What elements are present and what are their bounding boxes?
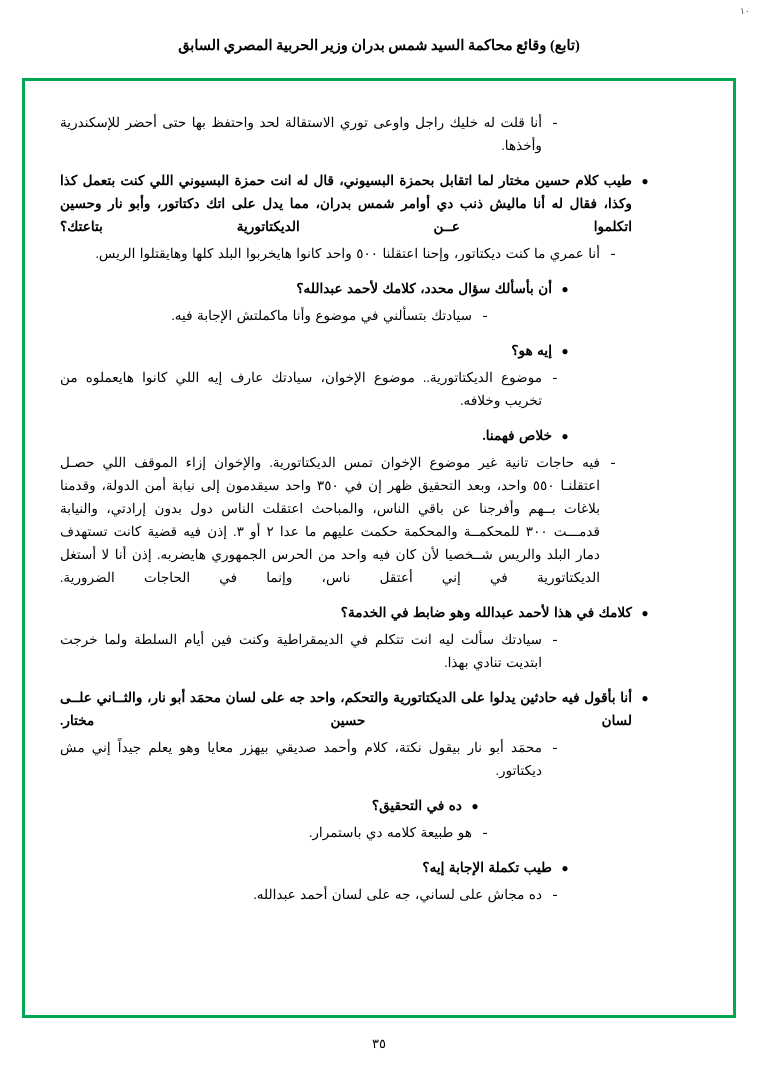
question-entry [60, 169, 698, 238]
question-text: إيه هو؟ [511, 343, 552, 358]
dash-icon: - [482, 308, 488, 324]
dash-icon: - [552, 115, 558, 131]
dash-icon: - [552, 632, 558, 648]
answer-entry [60, 736, 698, 782]
question-text: أن بأسألك سؤال محدد، كلامك لأحمد عبدالله؟ [296, 281, 552, 296]
question-entry [60, 856, 698, 879]
answer-text: هو طبيعة كلامه دي باستمرار. [308, 825, 472, 840]
answer-text: أنا قلت له خليك راجل واوعى توري الاستقالة لحد واحتفظ بها حتى أحضر للإسكندرية وأخذها. [60, 115, 542, 153]
question-entry [60, 601, 698, 624]
answer-text: سيادتك بتسألني في موضوع وأنا ماكملتش الإجابة فيه. [171, 308, 472, 323]
question-entry [60, 424, 698, 447]
question-text: طيب كلام حسين مختار لما اتقابل بحمزة البسيوني، قال له انت حمزة البسيوني اللي كنت بتعمل كذا وكذا، فقال له أنا ماليش ذنب دي أوامر شمس بدران، مما يدل على اتك دكتاتور، وأبو نار وحسين اتكلموا عــن الديكتاتورية بتاعتك؟ [60, 173, 632, 234]
question-entry [60, 277, 698, 300]
question-text: طيب تكملة الإجابة إيه؟ [422, 860, 552, 875]
answer-text: موضوع الديكتاتورية.. موضوع الإخوان، سيادتك عارف إيه اللي كانوا هايعملوه من تخريب وخلافه. [60, 370, 542, 408]
answer-text: ده مجاش على لساني، جه على لسان أحمد عبدالله. [253, 887, 542, 902]
bullet-icon: ● [641, 606, 649, 620]
frame-content [29, 85, 729, 1011]
answer-entry [60, 366, 698, 412]
answer-entry [60, 451, 698, 589]
dash-icon: - [610, 246, 616, 262]
answer-text: سيادتك سألت ليه انت تتكلم في الديمقراطية وكنت فين أيام السلطة ولما خرجت ابتديت تنادي بهذا. [60, 632, 542, 670]
question-text: خلاص فهمنا. [482, 428, 552, 443]
dash-icon: - [552, 740, 558, 756]
answer-text: فيه حاجات تانية غير موضوع الإخوان تمس الديكتاتورية. والإخوان إزاء الموقف اللي حصـل اعتقلنـا ٥٥٠ واحد، وبعد التحقيق ظهر إن في ٣٥٠ واحد سيقدمون إلى نيابة أمن الدولة، وقدمنا بلاغات بــهم وأفرجنا عن باقي الناس، والمباحث اعتقلت الناس دول بدون إرادتي، والنيابة قدمـــت ٣٠٠ للمحكمــة والمحكمة حكمت عليهم ما عدا ٢ أو ٣. إذن فيه قضية كانت تستهدف دمار البلد والريس شــخصيا لأن كان فيه واحد من الحرس الجمهوري هايضربه. إذن أنا لا أستغل الديكتاتورية في إني أعتقل ناس، وإنما في الحاجات الضرورية. [60, 455, 601, 585]
question-entry [60, 339, 698, 362]
answer-entry [60, 883, 698, 906]
green-border-frame [22, 78, 736, 1018]
question-text: كلامك في هذا لأحمد عبدالله وهو ضابط في الخدمة؟ [340, 605, 632, 620]
bullet-icon: ● [641, 691, 649, 705]
question-text: أنا بأقول فيه حادثين يدلوا على الديكتاتورية والتحكم، واحد جه على لسان محمَد أبو نار، والثــاني علــى لسان حسين مختار. [60, 690, 632, 728]
transcript-list [60, 111, 698, 906]
bullet-icon: ● [561, 344, 569, 358]
page-number: ٣٥ [372, 1036, 386, 1051]
answer-entry [60, 628, 698, 674]
dash-icon: - [552, 887, 558, 903]
answer-entry [60, 821, 698, 844]
dash-icon: - [610, 455, 616, 471]
corner-page-mark: ١٠ [740, 6, 750, 16]
bullet-icon: ● [471, 799, 479, 813]
question-entry [60, 794, 698, 817]
question-entry [60, 686, 698, 732]
bullet-icon: ● [561, 282, 569, 296]
dash-icon: - [552, 370, 558, 386]
answer-entry [60, 304, 698, 327]
bullet-icon: ● [561, 861, 569, 875]
answer-entry [60, 111, 698, 157]
answer-entry [60, 242, 698, 265]
bullet-icon: ● [641, 174, 649, 188]
answer-text: محمَد أبو نار بيقول نكتة، كلام وأحمد صديقي بيهزر معايا وهو يعلم جيداً إني مش ديكتاتور. [60, 740, 542, 778]
question-text: ده في التحقيق؟ [371, 798, 462, 813]
dash-icon: - [482, 825, 488, 841]
bullet-icon: ● [561, 429, 569, 443]
answer-text: أنا عمري ما كنت ديكتاتور، وإحنا اعتقلنا ٥٠٠ واحد كانوا هايخربوا البلد كلها وهايقتلوا الريس. [95, 246, 600, 261]
running-header: (تابع) وقائع محاكمة السيد شمس بدران وزير الحربية المصري السابق [178, 38, 580, 54]
